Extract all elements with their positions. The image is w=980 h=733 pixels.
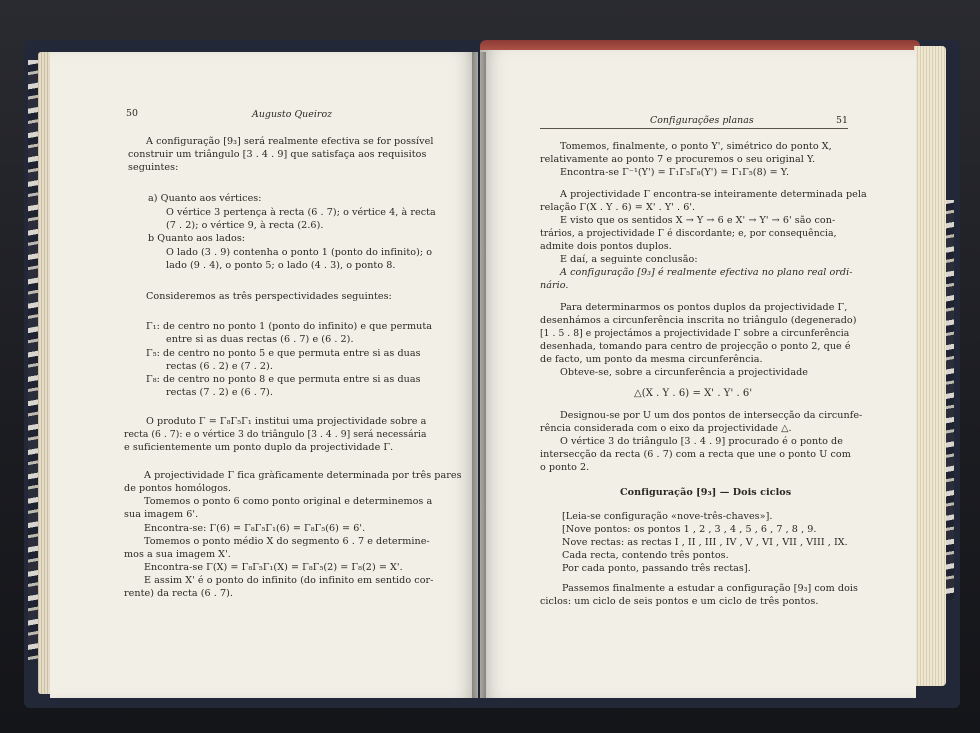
paragraph-line: Tomemos o ponto 6 como ponto original e determinemos a bbox=[144, 496, 433, 507]
paragraph-line: seguintes: bbox=[128, 162, 179, 173]
definition-line: [Leia-se configuração «nove-três-chaves»]. bbox=[562, 511, 773, 522]
left-page bbox=[50, 52, 478, 698]
paragraph-line: de facto, um ponto da mesma circunferência. bbox=[540, 354, 763, 365]
equation-line: Encontra-se Γ⁻¹(Y') = Γ₁Γ₅Γ₈(Y') = Γ₁Γ₅(8) = Y. bbox=[560, 167, 790, 178]
definition-line: Por cada ponto, passando três rectas]. bbox=[562, 563, 751, 574]
paragraph-line: recta (6 . 7): e o vértice 3 do triângulo [3 . 4 . 9] será necessária bbox=[124, 429, 427, 440]
left-page-number: 50 bbox=[126, 108, 139, 119]
paragraph-line: construir um triângulo [3 . 4 . 9] que satisfaça aos requisitos bbox=[128, 149, 427, 160]
paragraph-line: E visto que os sentidos X → Y → 6 e X' → Y' → 6' são con- bbox=[560, 215, 836, 226]
page-stack-right bbox=[914, 46, 946, 686]
right-page bbox=[480, 50, 916, 698]
paragraph-line: intersecção da recta (6 . 7) com a recta que une o ponto U com bbox=[540, 449, 851, 460]
paragraph-line: relação Γ(X . Y . 6) = X' . Y' . 6'. bbox=[540, 202, 696, 213]
equation-line: Encontra-se Γ(X) = Γ₈Γ₅Γ₁(X) = Γ₈Γ₅(2) = Γ₈(2) = X'. bbox=[144, 562, 403, 573]
list-item-line: O lado (3 . 9) contenha o ponto 1 (ponto do infinito); o bbox=[166, 247, 433, 258]
paragraph-line: O vértice 3 do triângulo [3 . 4 . 9] procurado é o ponto de bbox=[560, 436, 843, 447]
perspectivity-line: Γ₈: de centro no ponto 8 e que permuta entre si as duas bbox=[146, 374, 421, 385]
perspectivity-line: entre si as duas rectas (6 . 7) e (6 . 2). bbox=[166, 334, 354, 345]
paragraph-line: relativamente ao ponto 7 e procuremos o seu original Y. bbox=[540, 154, 816, 165]
paragraph-line: e suficientemente um ponto duplo da projectividade Γ. bbox=[124, 442, 394, 453]
paragraph-line: E daí, a seguinte conclusão: bbox=[560, 254, 698, 265]
definition-line: Nove rectas: as rectas I , II , III , IV , V , VI , VII , VIII , IX. bbox=[562, 537, 848, 548]
paragraph-line: admite dois pontos duplos. bbox=[540, 241, 672, 252]
paragraph-line: A projectividade Γ fica gràficamente determinada por três pares bbox=[144, 470, 462, 481]
list-item-line: (7 . 2); o vértice 9, à recta (2.6). bbox=[166, 220, 324, 231]
right-page-number: 51 bbox=[836, 115, 849, 126]
conclusion-line: A configuração [9₃] é realmente efectiva no plano real ordi- bbox=[560, 267, 853, 278]
paragraph-line: rência considerada com o eixo da projectividade △. bbox=[540, 423, 792, 434]
paragraph-line: Tomemos, finalmente, o ponto Y', simétrico do ponto X, bbox=[560, 141, 832, 152]
paragraph-line: E assim X' é o ponto do infinito (do infinito em sentido cor- bbox=[144, 575, 434, 586]
conclusion-line: nário. bbox=[540, 280, 569, 291]
paragraph-line: Consideremos as três perspectividades seguintes: bbox=[146, 291, 392, 302]
list-item-line: lado (9 . 4), o ponto 5; o lado (4 . 3), o ponto 8. bbox=[166, 260, 396, 271]
paragraph-line: o ponto 2. bbox=[540, 462, 590, 473]
perspectivity-line: Γ₅: de centro no ponto 5 e que permuta entre si as duas bbox=[146, 348, 421, 359]
paragraph-line: Tomemos o ponto médio X do segmento 6 . 7 e determine- bbox=[144, 536, 430, 547]
paragraph-line: mos a sua imagem X'. bbox=[124, 549, 231, 560]
paragraph-line: Obteve-se, sobre a circunferência a projectividade bbox=[560, 367, 809, 378]
paragraph-line: rente) da recta (6 . 7). bbox=[124, 588, 234, 599]
display-equation: △(X . Y . 6) = X' . Y' . 6' bbox=[634, 388, 753, 399]
right-page-header: Configurações planas bbox=[650, 115, 754, 126]
header-rule bbox=[540, 128, 848, 129]
paragraph-line: Para determinarmos os pontos duplos da projectividade Γ, bbox=[560, 302, 848, 313]
list-item-heading: a) Quanto aos vértices: bbox=[148, 193, 262, 204]
definition-line: Cada recta, contendo três pontos. bbox=[562, 550, 729, 561]
perspectivity-line: rectas (7 . 2) e (6 . 7). bbox=[166, 387, 273, 398]
paragraph-line: Designou-se por U um dos pontos de intersecção da circunfe- bbox=[560, 410, 863, 421]
paragraph-line: de pontos homólogos. bbox=[124, 483, 232, 494]
paragraph-line: trários, a projectividade Γ é discordante; e, por consequência, bbox=[540, 228, 837, 239]
paragraph-line: A projectividade Γ encontra-se inteiramente determinada pela bbox=[560, 189, 867, 200]
paragraph-line: desenhada, tomando para centro de projecção o ponto 2, que é bbox=[540, 341, 851, 352]
equation-line: Encontra-se: Γ(6) = Γ₈Γ₅Γ₁(6) = Γ₈Γ₅(6) = 6'. bbox=[144, 523, 366, 534]
perspectivity-line: rectas (6 . 2) e (7 . 2). bbox=[166, 361, 273, 372]
paragraph-line: ciclos: um ciclo de seis pontos e um ciclo de três pontos. bbox=[540, 596, 819, 607]
paragraph-line: sua imagem 6'. bbox=[124, 509, 199, 520]
perspectivity-line: Γ₁: de centro no ponto 1 (ponto do infinito) e que permuta bbox=[146, 321, 433, 332]
section-heading: Configuração [9₃] — Dois ciclos bbox=[620, 487, 792, 498]
paragraph-line: Passemos finalmente a estudar a configuração [9₃] com dois bbox=[562, 583, 858, 594]
list-item-heading: b Quanto aos lados: bbox=[148, 233, 246, 244]
paragraph-line: O produto Γ = Γ₈Γ₅Γ₁ institui uma projectividade sobre a bbox=[146, 416, 427, 427]
definition-line: [Nove pontos: os pontos 1 , 2 , 3 , 4 , 5 , 6 , 7 , 8 , 9. bbox=[562, 524, 817, 535]
book-gutter bbox=[472, 52, 486, 698]
list-item-line: O vértice 3 pertença à recta (6 . 7); o vértice 4, à recta bbox=[166, 207, 436, 218]
left-page-header: Augusto Queiroz bbox=[252, 109, 333, 120]
paragraph-line: [1 . 5 . 8] e projectámos a projectividade Γ sobre a circunferência bbox=[540, 328, 850, 339]
paragraph-line: desenhámos a circunferência inscrita no triângulo (degenerado) bbox=[540, 315, 857, 326]
paragraph-line: A configuração [9₃] será realmente efectiva se for possível bbox=[146, 136, 434, 147]
